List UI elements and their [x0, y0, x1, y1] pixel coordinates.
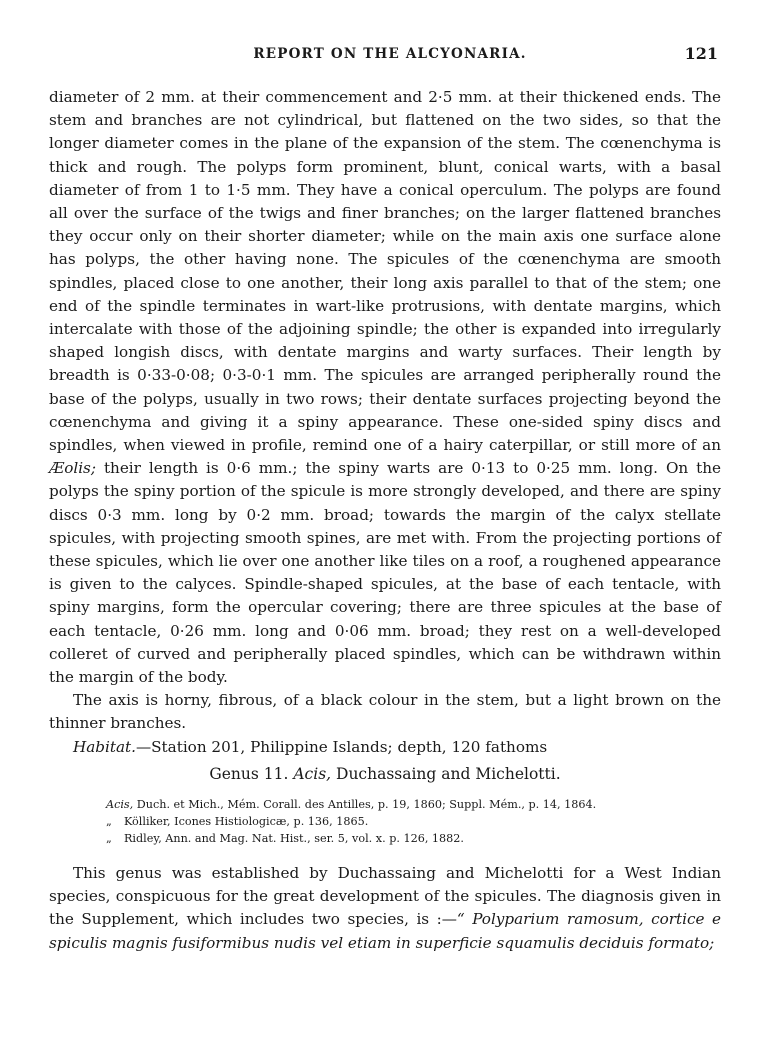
ditto-mark: „: [106, 815, 112, 828]
page-number: 121: [684, 44, 718, 63]
diagnosis-latin-quote: “ Polyparium ramosum, cortice e spiculis magnis fusiformibus nudis vel etiam in superficie squamulis deciduis formato;: [49, 910, 722, 952]
paragraph-axis: The axis is horny, fibrous, of a black colour in the stem, but a light brown on the thinner branches.: [49, 691, 721, 733]
synonymy-references: [106, 796, 726, 847]
reference-line: [106, 796, 726, 813]
genus-name: Acis,: [293, 765, 332, 783]
habitat-text: —Station 201, Philippine Islands; depth, 120 fathoms: [135, 737, 548, 756]
genus-authors: Duchassaing and Michelotti.: [336, 765, 561, 783]
reference-text: Kölliker, Icones Histiologicæ, p. 136, 1865.: [124, 815, 369, 828]
reference-text: Ridley, Ann. and Mag. Nat. Hist., ser. 5, vol. x. p. 126, 1882.: [124, 832, 464, 845]
paragraph-description: [49, 86, 721, 689]
genus-prefix: Genus 11.: [209, 765, 289, 783]
reference-line: [106, 830, 726, 847]
reference-line: [106, 813, 726, 830]
paragraph-habitat: [49, 736, 721, 759]
paragraph-genus-diagnosis: [49, 862, 721, 955]
italic-genus-aeolis: Æolis;: [49, 459, 96, 478]
ditto-mark: „: [106, 832, 112, 845]
habitat-label: Habitat.: [73, 737, 136, 756]
paragraph-description-continued: their length is 0·6 mm.; the spiny warts are 0·13 to 0·25 mm. long. On the polyps the spiny portion of the spicule is more strongly developed, and there are spiny discs 0·3 mm. long by 0·2 mm. broad; towards the margin of the calyx stellate spicules, with projecting smooth spines, are met with. From the projecting portions of these spicules, which lie over one another like tiles on a roof, a roughened appearance is given to the calyces. Spindle-shaped spicules, at the base of each tentacle, with spiny margins, form the opercular covering; there are three spicules at the base of each tentacle, 0·26 mm. long and 0·06 mm. broad; they rest on a well-developed colleret of curved and peripherally placed spindles, which can be withdrawn within the margin of the body.: [49, 459, 721, 687]
reference-genus: Acis,: [106, 798, 134, 811]
reference-text: Duch. et Mich., Mém. Corall. des Antilles, p. 19, 1860; Suppl. Mém., p. 14, 1864.: [136, 798, 597, 811]
diagnosis-text: This genus was established by Duchassaing and Michelotti for a West Indian species, conspicuous for the great development of the spicules. The diagnosis given in the Supplement, which includes two species, is :—: [49, 864, 721, 929]
genus-heading: [49, 765, 721, 783]
running-title: REPORT ON THE ALCYONARIA.: [253, 46, 527, 62]
main-text: [49, 86, 721, 759]
paragraph-description-text: diameter of 2 mm. at their commencement and 2·5 mm. at their thickened ends. The stem and branches are not cylindrical, but flattened on the two sides, so that the longer diameter comes in the plane of the expansion of the stem. The cœnenchyma is thick and rough. The polyps form prominent, blunt, conical warts, with a basal diameter of from 1 to 1·5 mm. They have a conical operculum. The polyps are found all over the surface of the twigs and finer branches; on the larger flattened branches they occur only on their shorter diameter; while on the main axis one surface alone has polyps, the other having none. The spicules of the cœnenchyma are smooth spindles, placed close to one another, their long axis parallel to that of the stem; one end of the spindle terminates in wart-like protrusions, with dentate margins, which intercalate with those of the adjoining spindle; the other is expanded into irregularly shaped longish discs, with dentate margins and warty surfaces. Their length by breadth is 0·33-0·08; 0·3-0·1 mm. The spicules are arranged peripherally round the base of the polyps, usually in two rows; their dentate surfaces projecting beyond the cœnenchyma and giving it a spiny appearance. These one-sided spiny discs and spindles, when viewed in profile, remind one of a hairy caterpillar, or still more of an: [49, 88, 721, 455]
